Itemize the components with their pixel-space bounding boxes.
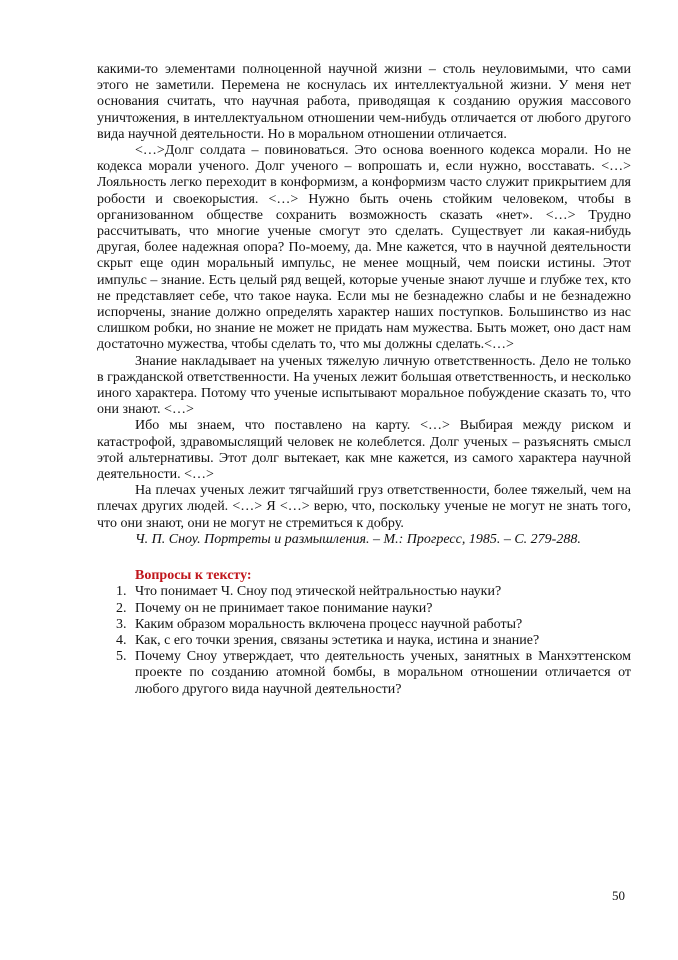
paragraph-1: какими-то элементами полноценной научной жизни – столь неуловимыми, что сами этого не заметили. Перемена не коснулась их интеллектуальной жизни. У меня нет основания считать, что научная работа, приводящая к созданию оружия массового уничтожения, в интеллектуальном отношении чем-нибудь отличается от любого другого вида научной деятельности. Но в моральном отношении отличается.	[97, 62, 631, 142]
question-text: Что понимает Ч. Сноу под этической нейтральностью науки?	[135, 584, 502, 600]
source-citation: Ч. П. Сноу. Портреты и размышления. – М.: Прогресс, 1985. – С. 279-288.	[135, 531, 581, 547]
paragraph-2: <…>Долг солдата – повиноваться. Это основа военного кодекса морали. Но не кодекса морали ученого. Долг ученого – вопрошать и, если нужно, восставать. <…> Лояльность легко переходит в конформизм, а конформизм часто служит прикрытием для робости и своекорыстия. <…> Нужно быть очень стойким человеком, чтобы в организованном обществе сохранить возможность сказать «нет». <…> Трудно рассчитывать, что многие ученые смогут это сделать. Существует ли какая-нибудь другая, более надежная опора? По-моему, да. Мне кажется, что в научной деятельности скрыт еще один моральный импульс, не менее мощный, чем поиски истины. Этот импульс – знание. Есть целый ряд вещей, которые ученые знают лучше и глубже тех, кто не представляет себе, что такое наука. Если мы не безнадежно слабы и не безнадежно испорчены, знание должно определять характер наших поступков. Большинство из нас слишком робки, но знание не может не придать нам мужества. Быть может, оно даст нам достаточно мужества, чтобы сделать то, что мы должны сделать.<…>	[97, 143, 631, 353]
paragraph-4: Ибо мы знаем, что поставлено на карту. <…> Выбирая между риском и катастрофой, здравомыслящий человек не колеблется. Долг ученых – разъяснять смысл этой альтернативы. Этот долг вытекает, как мне кажется, из самого характера научной деятельности. <…>	[97, 418, 631, 483]
paragraph-3: Знание накладывает на ученых тяжелую личную ответственность. Дело не только в гражданской ответственности. На ученых лежит большая ответственность, и несколько иного характера. Потому что ученые испытывают моральное побуждение сказать то, что они знают. <…>	[97, 353, 631, 418]
question-item	[116, 616, 631, 633]
question-number: 3.	[116, 616, 127, 632]
question-number: 4.	[116, 632, 127, 648]
page-number: 50	[612, 888, 625, 903]
question-text: Как, с его точки зрения, связаны эстетика и наука, истина и знание?	[135, 632, 540, 648]
question-number: 1.	[116, 584, 127, 600]
question-number: 5.	[116, 649, 127, 665]
question-number: 2.	[116, 600, 127, 616]
question-item	[116, 632, 631, 649]
question-text: Почему Сноу утверждает, что деятельность ученых, занятных в Манхэттенском проекте по созданию атомной бомбы, в моральном отношении отличается от любого другого вида научной деятельности?	[135, 649, 631, 697]
questions-list	[97, 584, 631, 697]
question-item	[116, 584, 631, 600]
section-spacer	[97, 548, 631, 568]
paragraph-5: На плечах ученых лежит тягчайший груз ответственности, более тяжелый, чем на плечах других людей. <…> Я <…> верю, что, поскольку ученые не могут не знать того, что они знают, они не могут не стремиться к добру.	[97, 483, 631, 531]
question-item	[116, 649, 631, 698]
question-text: Каким образом моральность включена процесс научной работы?	[135, 616, 523, 632]
question-text: Почему он не принимает такое понимание науки?	[135, 600, 433, 616]
question-item	[116, 600, 631, 617]
document-page	[97, 62, 631, 698]
questions-heading: Вопросы к тексту:	[135, 568, 252, 584]
